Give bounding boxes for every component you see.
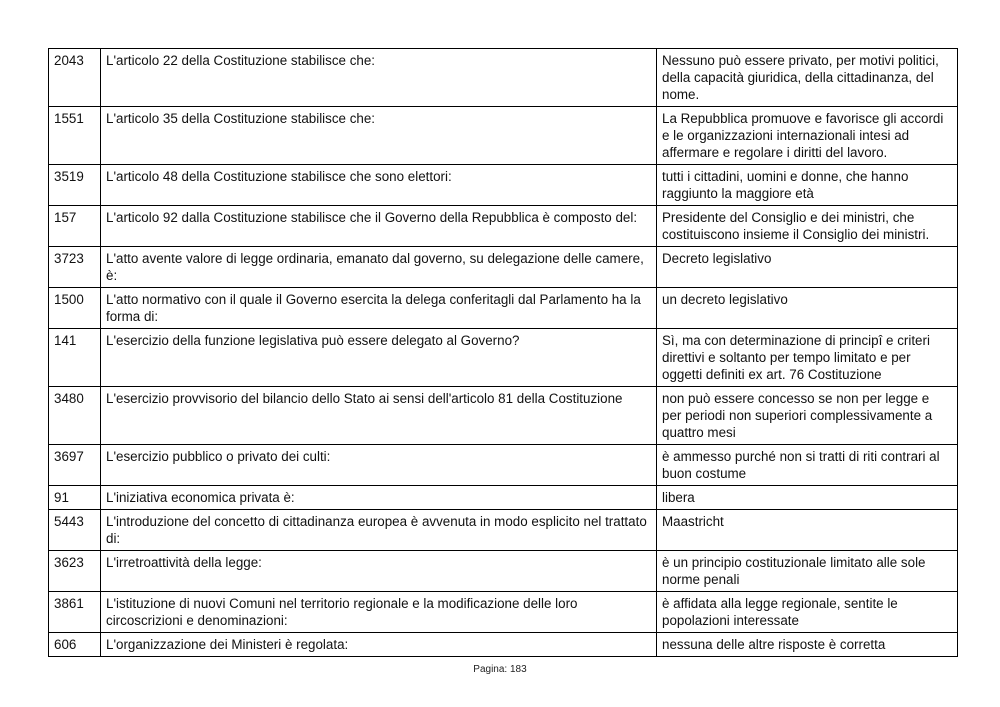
question-text-cell: L'istituzione di nuovi Comuni nel territorio regionale e la modificazione delle loro circoscrizioni e denominazioni: [101,592,657,633]
question-id-cell: 3480 [49,387,101,445]
question-text-cell: L'iniziativa economica privata è: [101,486,657,510]
answer-text-cell: Sì, ma con determinazione di principî e criteri direttivi e soltanto per tempo limitato e per oggetti definiti ex art. 76 Costituzione [657,329,958,387]
answer-text-cell: un decreto legislativo [657,288,958,329]
question-id-cell: 141 [49,329,101,387]
question-id-cell: 1551 [49,107,101,165]
table-row [49,247,958,288]
answer-text-cell: Maastricht [657,510,958,551]
question-id-cell: 3623 [49,551,101,592]
question-id-cell: 157 [49,206,101,247]
answer-text-cell: libera [657,486,958,510]
answer-text-cell: Nessuno può essere privato, per motivi politici, della capacità giuridica, della cittadinanza, del nome. [657,49,958,107]
answer-text-cell: è ammesso purché non si tratti di riti contrari al buon costume [657,445,958,486]
question-id-cell: 3697 [49,445,101,486]
answer-text-cell: è un principio costituzionale limitato alle sole norme penali [657,551,958,592]
answer-text-cell: Decreto legislativo [657,247,958,288]
question-id-cell: 1500 [49,288,101,329]
question-text-cell: L'irretroattività della legge: [101,551,657,592]
table-row [49,551,958,592]
question-table [48,48,958,657]
question-text-cell: L'articolo 92 dalla Costituzione stabilisce che il Governo della Repubblica è composto del: [101,206,657,247]
question-text-cell: L'esercizio provvisorio del bilancio dello Stato ai sensi dell'articolo 81 della Costituzione [101,387,657,445]
question-text-cell: L'articolo 48 della Costituzione stabilisce che sono elettori: [101,165,657,206]
answer-text-cell: è affidata alla legge regionale, sentite le popolazioni interessate [657,592,958,633]
table-row [49,387,958,445]
question-id-cell: 3519 [49,165,101,206]
question-text-cell: L'articolo 35 della Costituzione stabilisce che: [101,107,657,165]
answer-text-cell: nessuna delle altre risposte è corretta [657,633,958,657]
question-id-cell: 2043 [49,49,101,107]
question-text-cell: L'organizzazione dei Ministeri è regolata: [101,633,657,657]
question-id-cell: 606 [49,633,101,657]
question-id-cell: 3723 [49,247,101,288]
question-text-cell: L'esercizio pubblico o privato dei culti: [101,445,657,486]
question-id-cell: 5443 [49,510,101,551]
table-row [49,445,958,486]
table-row [49,206,958,247]
question-id-cell: 91 [49,486,101,510]
answer-text-cell: non può essere concesso se non per legge e per periodi non superiori complessivamente a quattro mesi [657,387,958,445]
answer-text-cell: tutti i cittadini, uomini e donne, che hanno raggiunto la maggiore età [657,165,958,206]
page-number: Pagina: 183 [473,664,527,675]
table-row [49,107,958,165]
table-row [49,510,958,551]
answer-text-cell: Presidente del Consiglio e dei ministri, che costituiscono insieme il Consiglio dei ministri. [657,206,958,247]
table-row [49,633,958,657]
question-text-cell: L'introduzione del concetto di cittadinanza europea è avvenuta in modo esplicito nel trattato di: [101,510,657,551]
table-row [49,165,958,206]
table-row [49,486,958,510]
table-row [49,49,958,107]
answer-text-cell: La Repubblica promuove e favorisce gli accordi e le organizzazioni internazionali intesi ad affermare e regolare i diritti del lavoro. [657,107,958,165]
question-table-body [49,49,958,657]
table-row [49,329,958,387]
question-id-cell: 3861 [49,592,101,633]
question-text-cell: L'esercizio della funzione legislativa può essere delegato al Governo? [101,329,657,387]
question-text-cell: L'atto normativo con il quale il Governo esercita la delega conferitagli dal Parlamento ha la forma di: [101,288,657,329]
question-text-cell: L'articolo 22 della Costituzione stabilisce che: [101,49,657,107]
table-row [49,592,958,633]
question-text-cell: L'atto avente valore di legge ordinaria, emanato dal governo, su delegazione delle camere, è: [101,247,657,288]
table-row [49,288,958,329]
